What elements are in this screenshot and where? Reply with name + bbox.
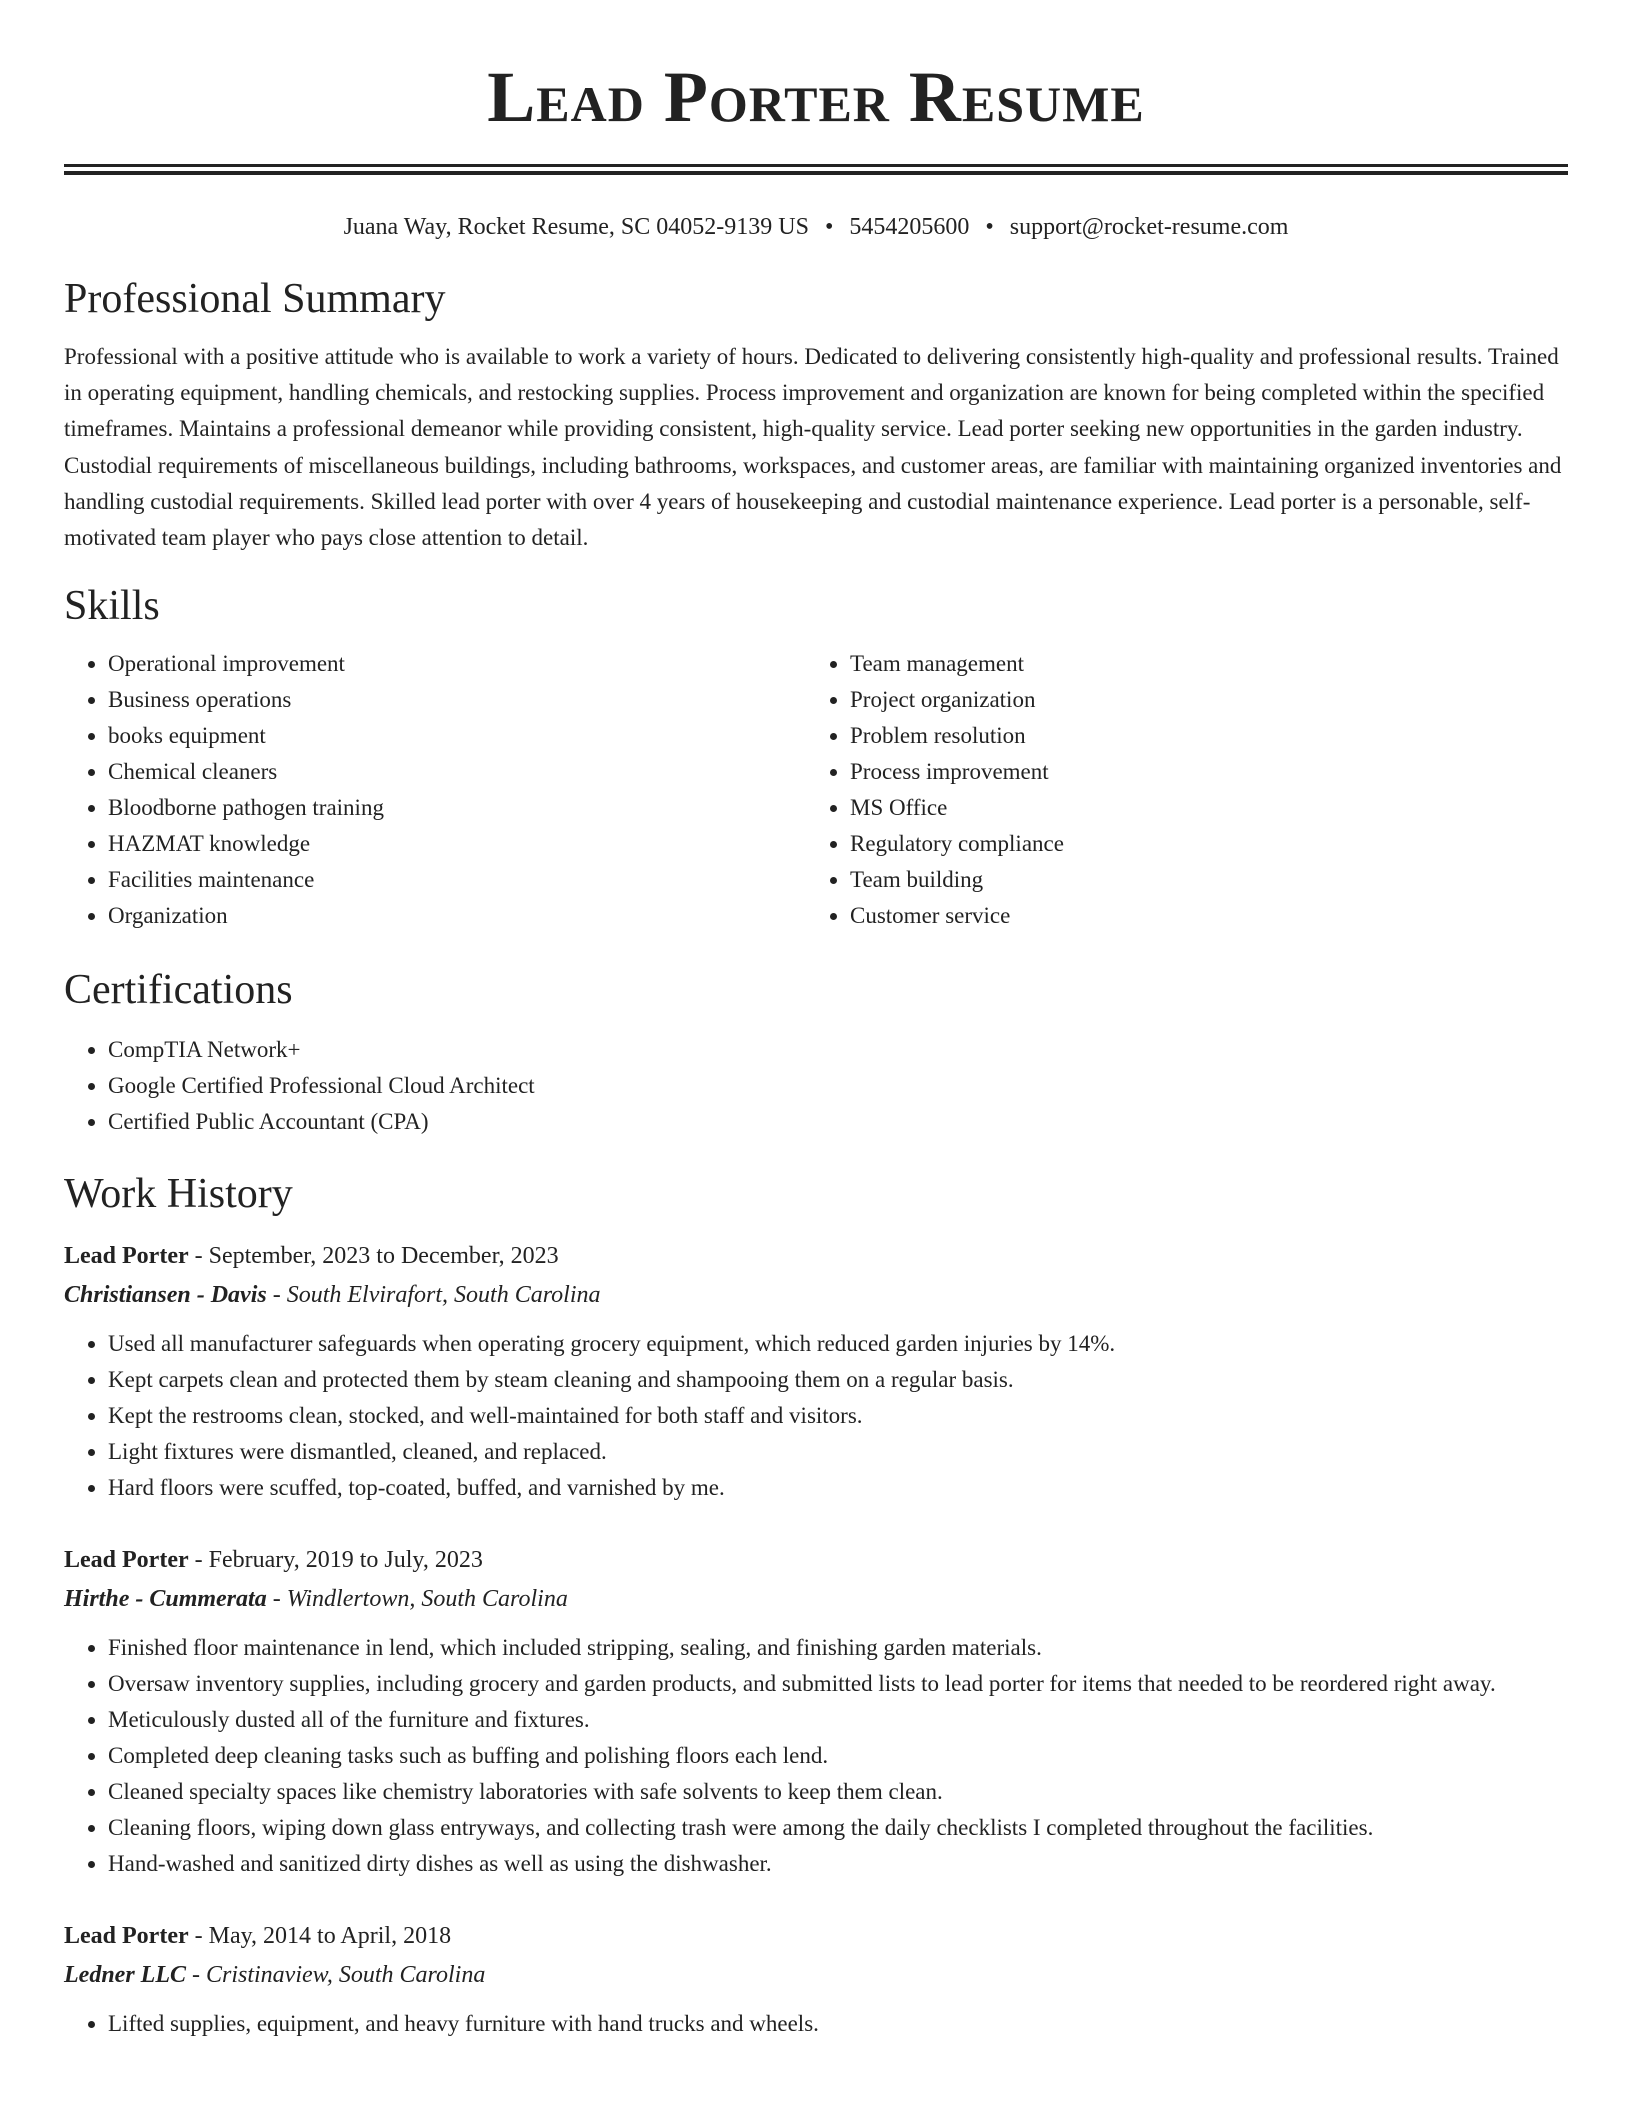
job-header [64,1238,1568,1274]
job-dates: May, 2014 to April, 2018 [208,1923,452,1950]
job-title: Lead Porter [64,1243,189,1270]
skill-item: • Customer service [850,898,1548,934]
skill-item: • Organization [108,898,806,934]
skills-list-left [64,646,806,934]
skills-column-right [806,646,1548,934]
certifications-list [64,1032,1568,1140]
job-duty: • Kept the restrooms clean, stocked, and well-maintained for both staff and visitors. [108,1398,1568,1434]
job-duties-list [64,1630,1568,1882]
skills-heading: Skills [64,583,160,630]
job-duty: • Cleaned specialty spaces like chemistry laboratories with safe solvents to keep them clean. [108,1774,1568,1810]
certification-item: • Certified Public Accountant (CPA) [108,1104,1568,1140]
job-location: South Elvirafort, South Carolina [286,1282,601,1309]
job-location: Cristinaview, South Carolina [205,1962,486,1989]
summary-text: Professional with a positive attitude who is available to work a variety of hours. Dedicated to delivering consistently high-quality and professional results. Trained in operating equipment, handling chemicals, and restocking supplies. Process improvement and organization are known for being completed within the specified timeframes. Maintains a professional demeanor while providing consistent, high-quality service. Lead porter seeking new opportunities in the garden industry. Custodial requirements of miscellaneous buildings, including bathrooms, workspaces, and customer areas, are familiar with maintaining organized inventories and handling custodial requirements. Skilled lead porter with over 4 years of housekeeping and custodial maintenance experience. Lead porter is a personable, self-motivated team player who pays close attention to detail. [64,344,1562,551]
job-duty: • Kept carpets clean and protected them by steam cleaning and shampooing them on a regular basis. [108,1362,1568,1398]
skill-item: • Project organization [850,682,1548,718]
job-duty: • Hard floors were scuffed, top-coated, buffed, and varnished by me. [108,1470,1568,1506]
skill-item: • Regulatory compliance [850,826,1548,862]
job-dates: September, 2023 to December, 2023 [208,1243,559,1270]
job-company-line [64,1582,1568,1616]
skill-item: • Team management [850,646,1548,682]
contact-separator: • [985,214,994,240]
job-dash: - [185,1962,206,1989]
skill-item: • HAZMAT knowledge [108,826,806,862]
job-entry [64,1918,1568,2042]
contact-address: Juana Way, Rocket Resume, SC 04052-9139 US [343,214,809,240]
skill-item: • Facilities maintenance [108,862,806,898]
job-header [64,1918,1568,1954]
skill-item: • Problem resolution [850,718,1548,754]
job-title: Lead Porter [64,1923,189,1950]
skill-item: • MS Office [850,790,1548,826]
job-duty: • Hand-washed and sanitized dirty dishes as well as using the dishwasher. [108,1846,1568,1882]
job-dash: - [266,1586,287,1613]
job-duty: • Oversaw inventory supplies, including grocery and garden products, and submitted lists to lead porter for items that needed to be reordered right away. [108,1666,1568,1702]
skills-column-left [64,646,806,934]
job-duty: • Cleaning floors, wiping down glass entryways, and collecting trash were among the daily checklists I completed throughout the facilities. [108,1810,1568,1846]
skill-item: • Operational improvement [108,646,806,682]
job-duty: • Meticulously dusted all of the furniture and fixtures. [108,1702,1568,1738]
skill-item: • Process improvement [850,754,1548,790]
job-duty: • Used all manufacturer safeguards when operating grocery equipment, which reduced garden injuries by 14%. [108,1326,1568,1362]
job-location: Windlertown, South Carolina [286,1586,568,1613]
job-duty: • Finished floor maintenance in lend, which included stripping, sealing, and finishing garden materials. [108,1630,1568,1666]
job-title: Lead Porter [64,1547,189,1574]
skills-list-right [806,646,1548,934]
contact-email: support@rocket-resume.com [1009,214,1289,240]
job-dash: - [188,1923,209,1950]
job-company: Hirthe - Cummerata [64,1586,267,1613]
job-company: Christiansen - Davis [64,1282,267,1309]
skills-grid [64,646,1568,934]
job-duty: • Completed deep cleaning tasks such as buffing and polishing floors each lend. [108,1738,1568,1774]
skill-item: • Bloodborne pathogen training [108,790,806,826]
job-duties-list [64,2006,1568,2042]
skill-item: • Chemical cleaners [108,754,806,790]
job-company-line [64,1958,1568,1992]
contact-line [64,211,1568,243]
job-entry [64,1238,1568,1506]
work-history-heading: Work History [64,1171,293,1218]
contact-phone: 5454205600 [849,214,970,240]
job-dash: - [188,1243,209,1270]
title-divider [64,164,1568,175]
skill-item: • Business operations [108,682,806,718]
skill-item: • books equipment [108,718,806,754]
job-duty: • Lifted supplies, equipment, and heavy furniture with hand trucks and wheels. [108,2006,1568,2042]
job-company: Ledner LLC [64,1962,186,1989]
certification-item: • CompTIA Network+ [108,1032,1568,1068]
contact-separator: • [824,214,834,240]
document-title: Lead Porter Resume [487,57,1145,137]
job-dash: - [266,1282,287,1309]
job-header [64,1542,1568,1578]
certification-item: • Google Certified Professional Cloud Architect [108,1068,1568,1104]
summary-heading: Professional Summary [64,276,446,322]
certifications-heading: Certifications [64,967,293,1014]
job-company-line [64,1278,1568,1312]
skill-item: • Team building [850,862,1548,898]
job-entry [64,1542,1568,1882]
job-duty: • Light fixtures were dismantled, cleaned, and replaced. [108,1434,1568,1470]
job-dash: - [188,1547,209,1574]
job-duties-list [64,1326,1568,1506]
job-dates: February, 2019 to July, 2023 [208,1547,483,1574]
